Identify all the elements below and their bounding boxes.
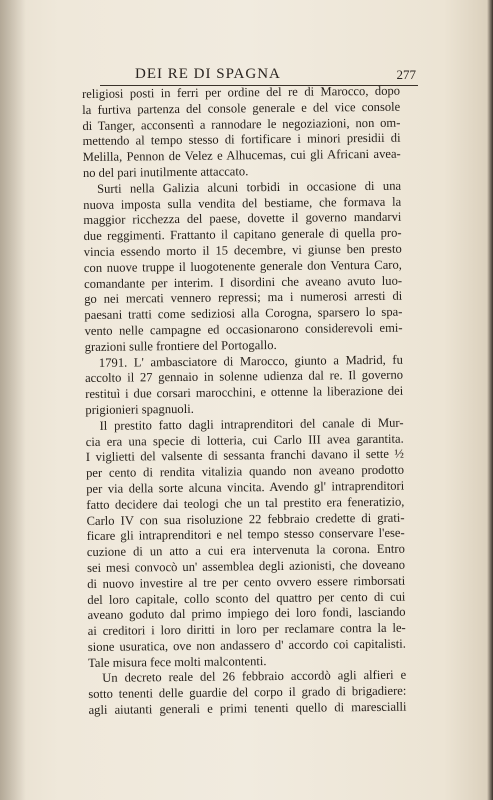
text-line: cia era una specie di lotteria, cui Carlo III avea garantita. [85,431,404,449]
text-line: del loro capitale, collo sconto del quattro per cento di cui [87,589,406,607]
text-line: la furtiva partenza del console generale e del vice console [82,99,401,117]
body-text [82,84,407,719]
text-line: agli aiutanti generali e primi tenenti quello di marescialli [88,699,407,718]
text-line: sotto tenenti delle guardie del corpo il grado di brigadiere: [88,683,407,702]
text-line: aveano goduto dal primo impiego dei loro fondi, lasciando [87,604,406,623]
text-line: Tale misura fece molti malcontenti. [87,653,267,670]
text-line: per cento di rendita vitalizia quando non aveano prodotto [85,462,405,481]
text-line: Il prestito fatto dagli intraprenditori del canale di Mur- [99,415,404,433]
text-line: comandante per interim. I disordini che aveano avuto luo- [83,273,403,291]
page-number: 277 [396,67,416,82]
text-line: prigionieri spagnuoli. [85,401,194,417]
text-line: Surti nella Galizia alcuni torbidi in occasione di una [96,178,402,196]
page-edge [487,0,493,800]
text-line: di Tanger, acconsentì a rannodare le negoziazioni, non om- [82,115,401,133]
text-line: Un decreto reale del 26 febbraio accordò agli alfieri e [102,668,407,686]
text-line: Melilla, Pennon de Velez e Alhucemas, cui gli Africani avea- [82,146,401,165]
text-line: paesani tratti come sediziosi alla Corogna, sparsero lo spa- [84,304,403,323]
running-title: DEI RE DI SPAGNA [135,66,281,82]
text-line: ficare gli intraprenditori e nel tempo stesso conservare l'ese- [86,525,405,544]
text-line: no del pari inutilmente attaccato. [82,164,249,180]
text-line: maggior ricchezza del paese, dovette il governo mandarvi [83,210,402,228]
text-line: grazioni sulle frontiere del Portogallo. [84,337,277,354]
text-line: accolto il 27 gennaio in solenne udienza dal re. Il governo [84,367,404,386]
text-line: vincia essendo morto il 15 decembre, vi giunse ben presto [83,241,402,259]
text-line: mettendo al tempo stesso di fortificare i minori presidii di [82,131,401,149]
text-line: sei mesi convocò un' assemblea degli azionisti, che doveano [86,557,406,575]
text-line: nuova imposta sulla vendita del bestiame, che formava la [83,194,402,212]
text-line: sione usuratica, ove non andassero d' accordo coi capitalisti. [87,636,406,654]
text-line: go nei mercati vennero repressi; ma i numerosi arresti di [84,289,403,307]
text-line: vento nelle campagne ed occasionarono considerevoli emi- [84,320,403,338]
text-line: religiosi posti in ferri per ordine del re di Marocco, dopo [82,83,401,101]
text-line: fatto decidere dai teologi che un tal prestito era feneratizio, [86,494,405,512]
text-line: Carlo IV con sua risoluzione 22 febbraio credette di grati- [86,510,405,528]
text-line: di nuovo investire al tre per cento ovvero essere rimborsati [87,573,406,591]
text-line: per via della sorte alcuna vincita. Avendo gl' intraprenditori [86,478,405,496]
text-line: cuzione di un atto a cui era intervenuta la corona. Entro [86,541,405,560]
gutter-shadow [0,0,26,800]
text-line: restituì i due corsari marocchini, e ottenne la liberazione dei [85,383,404,402]
text-line: I viglietti del valsente di sessanta franchi davano il sette ½ [85,446,404,465]
text-line: con nuove truppe il luogotenente generale don Ventura Caro, [83,257,402,275]
text-line: due reggimenti. Frattanto il capitano generale di quella pro- [83,225,402,244]
text-line: ai creditori i loro diritti in loro per reclamare contra la le- [87,620,406,639]
text-line: 1791. L' ambasciatore di Marocco, giunto a Madrid, fu [98,352,403,370]
